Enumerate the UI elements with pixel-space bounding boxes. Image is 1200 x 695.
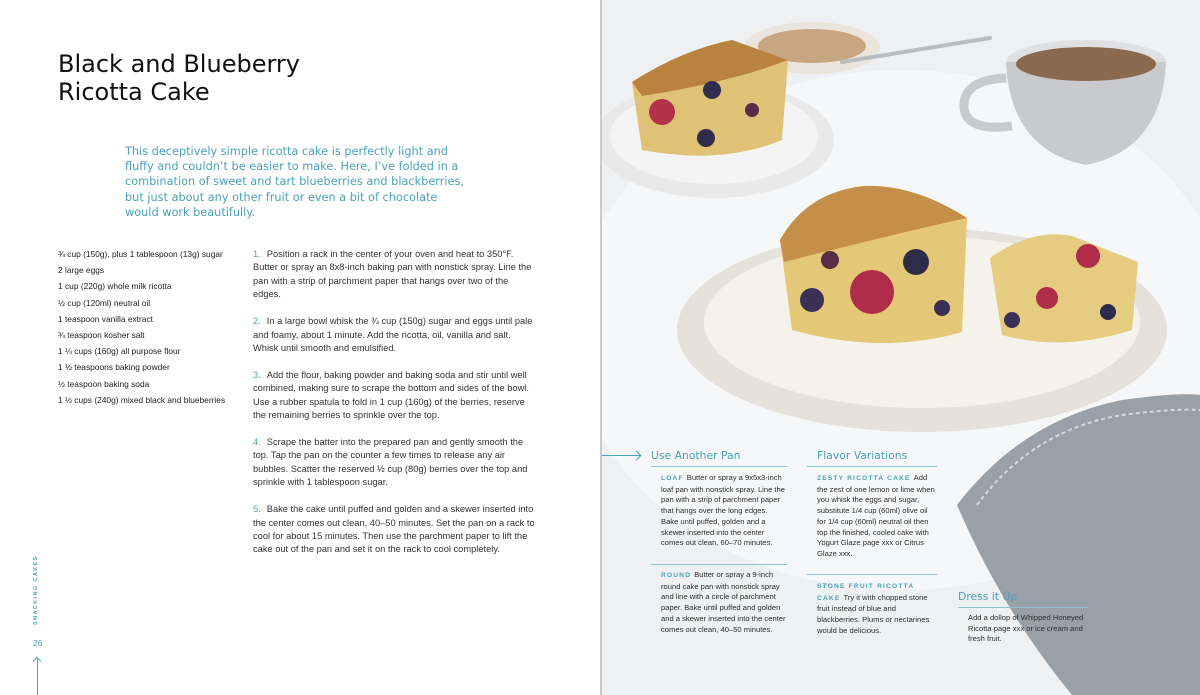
step-number: 1. xyxy=(253,249,261,259)
tip-round xyxy=(661,570,789,635)
ingredient-item: 1 cup (220g) whole milk ricotta xyxy=(58,281,172,292)
sidebar-rule xyxy=(958,607,1088,608)
recipe-intro: This deceptively simple ricotta cake is perfectly light and fluffy and couldn’t be easier to make. Here, I’ve folded in a combination of sweet and tart blueberries and blackberries, but just about any other fruit or even a bit of chocolate would work beautifully. xyxy=(125,145,464,219)
ingredient-item: 1 ¼ cups (160g) all purpose flour xyxy=(58,346,181,357)
recipe-title: Black and Blueberry Ricotta Cake xyxy=(58,50,300,106)
tip-dress-it-up: Add a dollop of Whipped Honeyed Ricotta page xxx or ice cream and fresh fruit. xyxy=(968,613,1084,644)
tip-text: Butter or spray a 9x5x3-inch loaf pan with nonstick spray. Line the pan with a strip of parchment paper that hangs over the long edges. Bake until puffed, golden and a skewer inserted into the center comes out clean, 60–70 minutes. xyxy=(661,473,785,548)
ingredient-item: 2 large eggs xyxy=(58,265,105,276)
tip-text: Try it with chopped stone fruit instead of blue and blackberries. Plums or nectarines would be delicious. xyxy=(817,592,930,635)
step-number: 5. xyxy=(253,504,261,515)
up-arrow-icon xyxy=(37,659,38,695)
sidebar-title-dress-it-up: Dress it Up xyxy=(958,590,1018,603)
method-step xyxy=(253,369,535,423)
step-text: In a large bowl whisk the ¾ cup (150g) sugar and eggs until pale and foamy, about 1 minute. Add the ricotta, oil, vanilla and salt. Whisk until smooth and emulsified. xyxy=(253,316,533,353)
tip-lead: ROUND xyxy=(661,572,692,579)
sidebar-title-flavor-variations: Flavor Variations xyxy=(817,449,908,462)
page-number: 26 xyxy=(33,638,43,648)
step-text: Bake the cake until puffed and golden and a skewer inserted into the center comes out clean, 40–50 minutes. Set the pan on a rack to cool for about 15 minutes. Then use the parchment paper to lift the cake out of the pan and set it on the rack to cool completely. xyxy=(253,504,535,555)
method-step xyxy=(253,436,535,490)
sidebar-rule xyxy=(807,466,937,467)
ingredient-item: 1 ½ teaspoons baking powder xyxy=(58,362,170,373)
ingredient-item: ¾ cup (150g), plus 1 tablespoon (13g) sugar xyxy=(58,249,223,259)
method-step xyxy=(253,503,535,557)
method-step xyxy=(253,248,535,302)
tip-lead: LOAF xyxy=(661,475,684,482)
running-head xyxy=(33,555,43,627)
step-text: Position a rack in the center of your oven and heat to 350°F. Butter or spray an 8x8-inch baking pan with nonstick spray. Line the pan with a strip of parchment paper that hangs over two of the edges. xyxy=(253,249,532,300)
arrow-right-icon xyxy=(602,455,640,456)
sidebar-rule xyxy=(807,574,937,575)
sidebar-title-use-another-pan: Use Another Pan xyxy=(651,449,741,462)
tip-text: Butter or spray a 9-inch round cake pan with nonstick spray and line with a circle of parchment paper. Bake until puffed and golden and a skewer inserted into the center comes out clean, 40–50 minutes. xyxy=(661,570,786,634)
tip-lead: ZESTY RICOTTA CAKE xyxy=(817,475,911,482)
tip-text: Add the zest of one lemon or lime when you whisk the eggs and sugar, substitute 1/4 cup (60ml) olive oil for 1/4 cup (60ml) neutral oil then top the finished, cooled cake with Yogurt Glaze page xxx or Citrus Glaze xxx. xyxy=(817,473,935,558)
ingredient-item: ¾ teaspoon kosher salt xyxy=(58,329,145,340)
step-number: 4. xyxy=(253,436,261,447)
sidebar-rule xyxy=(651,564,787,565)
tip-zesty xyxy=(817,473,935,560)
tip-stone-fruit xyxy=(817,581,937,637)
method-step xyxy=(253,315,535,355)
step-text: Add the flour, baking powder and baking soda and stir until well combined, making sure to scrape the bottom and sides of the bowl. Use a rubber spatula to fold in 1 cup (160g) of the berries, reserve the remaining berries to sprinkle over the top. xyxy=(253,369,529,421)
step-text: Scrape the batter into the prepared pan and gently smooth the top. Tap the pan on the counter a few times to release any air bubbles. Scatter the reserved ½ cup (80g) berries over the top and sprinkle with 1 tablespoon sugar. xyxy=(253,436,528,488)
step-number: 2. xyxy=(253,316,261,327)
step-number: 3. xyxy=(253,369,261,380)
ingredient-item: 1 ½ cups (240g) mixed black and blueberries xyxy=(58,394,226,405)
ingredient-item: 1 teaspoon vanilla extract xyxy=(58,313,153,324)
ingredient-list xyxy=(58,249,228,411)
tip-loaf xyxy=(661,473,785,549)
ingredient-item: ½ cup (120ml) neutral oil xyxy=(58,297,151,308)
ingredient-item: ½ teaspoon baking soda xyxy=(58,378,150,389)
tip-lead: STONE FRUIT RICOTTA CAKE xyxy=(817,583,915,602)
sidebar-rule xyxy=(651,466,787,467)
section-label: SNACKING CAKES xyxy=(33,555,39,625)
method-steps xyxy=(253,248,535,570)
